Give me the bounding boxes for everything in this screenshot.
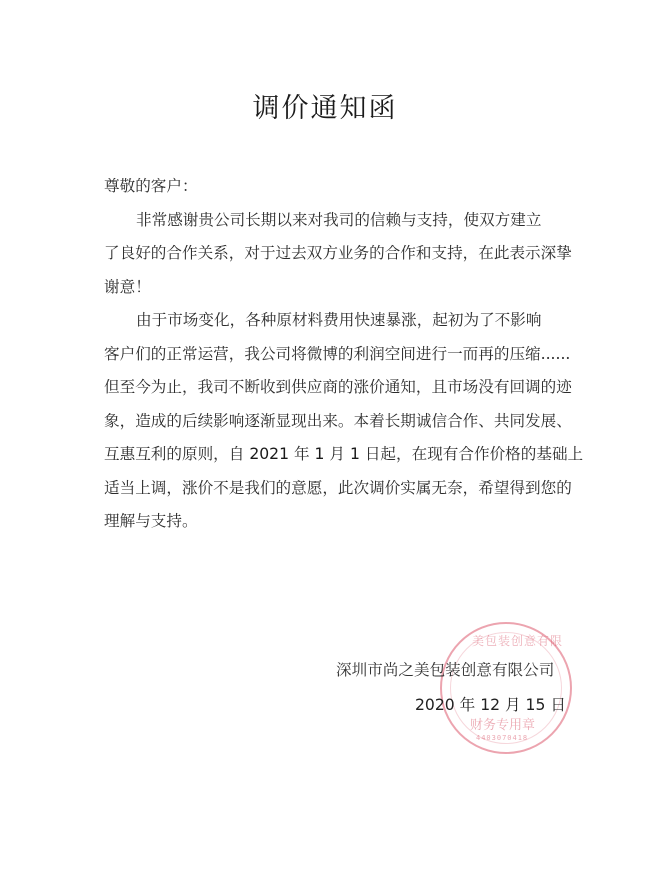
signature-date: 2020 年 12 月 15 日 [415,696,566,714]
stamp-code: 4403070418 [476,734,529,742]
text: 互惠互利的原则，自 [104,445,250,463]
paragraph-line: 非常感谢贵公司长期以来对我司的信赖与支持，使双方建立 [136,210,542,229]
paragraph-price-adjustment [104,304,584,539]
paragraph-line: 理解与支持。 [104,512,198,530]
paragraph-line: 象，造成的后续影响逐渐显现出来。本着长期诚信合作、共同发展、 [104,411,572,430]
effective-month: 1 [314,445,325,463]
company-stamp [440,622,572,754]
text: 年 [289,445,315,463]
paragraph-thanks [104,204,572,305]
text: 日起，在现有合作价格的基础上 [359,445,584,463]
signature-company: 深圳市尚之美包装创意有限公司 [336,661,555,679]
text: 月 [324,445,350,463]
salutation: 尊敬的客户： [104,177,198,195]
effective-day: 1 [349,445,360,463]
paragraph-line-effective-date [104,438,584,472]
notice-title: 调价通知函 [252,93,398,124]
letter-body [104,170,584,539]
paragraph-line: 适当上调，涨价不是我们的意愿，此次调价实属无奈，希望得到您的 [104,478,572,497]
paragraph-line: 由于市场变化，各种原材料费用快速暴涨，起初为了不影响 [136,311,542,329]
paragraph-line: 了良好的合作关系，对于过去双方业务的合作和支持，在此表示深挚 [104,244,572,262]
stamp-arc-text: 美包装创意有限 [472,634,564,648]
paragraph-line: 但至今为止，我司不断收到供应商的涨价通知，且市场没有回调的迹 [104,378,572,396]
stamp-center-text: 财务专用章 [470,718,536,733]
paragraph-line: 谢意！ [104,277,151,296]
paragraph-line: 客户们的正常运营，我公司将微博的利润空间进行一而再的压缩...... [104,344,571,363]
effective-year: 2021 [249,445,289,463]
